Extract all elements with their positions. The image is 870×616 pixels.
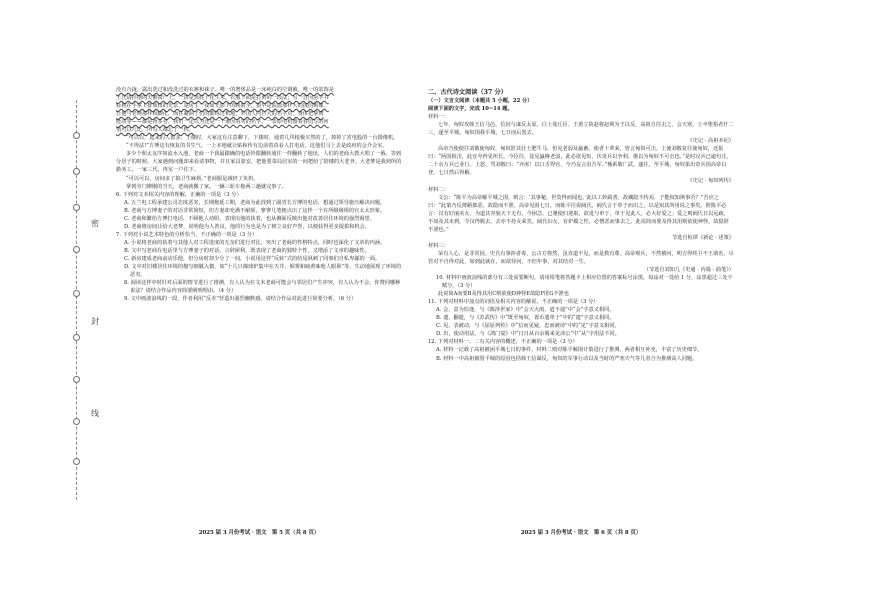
binding-margin bbox=[0, 0, 118, 616]
question-12-option-b: B. 材料一中高祖被围平城的原因包括韩王信谋反，匈奴的军事行动以及当时的严寒天气等几者合为推测高人同题。 bbox=[436, 355, 698, 362]
story-paragraph: 掌到旁门铆刚的当天，老商就搬了家。一辆三轮车拖两三趟就完事了。 bbox=[126, 183, 287, 190]
binding-dashed-line bbox=[76, 100, 77, 500]
story-paragraph: “可以以，起来的人很多。上楼时，大家这有注意聊下，下楼时，通着几块棱极买然的了，掉掉了省电股的一台摄像机。 bbox=[126, 135, 399, 142]
question-6-option-c: C. 老商和繁给方博打电话，不顾他人劝阻，表现出他的执着，也从侧面反映出他对改善居住环境的强烈渴望。 bbox=[124, 215, 375, 222]
material-2-label: 材料二： bbox=[428, 186, 449, 193]
question-10-stem: 10. 材料中画波浪线的部分有三处需要断句，请用铅笔将答题卡上相应位置的答案标号涂黑，每涂对一处给 1 分，涂黑超过三处不赋分。（3 分） bbox=[436, 275, 733, 290]
material-2-source: 节选自桓谭《新论 · 述策》 bbox=[671, 234, 734, 241]
question-7-option-b: B. 文中写老商在电话里与方博妻子的对话，言辞犀利，既表现了老商的独特个性，又增添了文章的趣味性。 bbox=[124, 247, 370, 254]
question-11-option-a: A. 会，意为恰逢，与《陈涉世家》中“会天大雨，道不通”中“会”字意义相同。 bbox=[436, 307, 615, 314]
question-8: 8. 阅读这样中时针对后面的情节进行了推测，有人认为在文末老商可能会与邻居们产生冲突，有人认为不会。你赞同哪种说法？请结合作品内容简要阐明理由。（4 分） bbox=[124, 280, 401, 295]
reading-instruction: 阅读下面的文字，完成 10~14 题。 bbox=[428, 106, 513, 113]
material-2-paragraph: 文公：“陈平为高帝解平城之围，则言：‘其事秘，世莫得而闻也。’此以工妙踦善，故藏隐不传焉，子能权知斯事否？”吾应之曰：“此策乃反薄陋拙恶，故隐而不泄。高帝见围七日，而陈平往说阏氏，阏氏言于单于而出之，以是知其所用说之事矣。彼陈平必言：汉有好丽美女，为道其容貌天下无有，今困急，已驰使归迎取，欲进与单于。单于见此人，必大好爱之；爱之则阏氏日以远疏，不如及其未到，令汉得脱去，去亦不持女来矣。阏氏妇女，有妒媚之性，必憎恶而事去之。此说简而要及得其用则欲使神怪，故隐匿不泄也。” bbox=[428, 194, 729, 233]
binding-char-xian: 线 bbox=[91, 409, 99, 418]
binding-hole bbox=[73, 132, 80, 139]
right-page bbox=[428, 86, 734, 363]
binding-hole bbox=[73, 168, 80, 175]
binding-hole bbox=[73, 204, 80, 211]
question-11-option-d: D. 出，使动用法，与《鸿门宴》中“日日从百余骑来见沛公”中“从”字用法不同。 bbox=[436, 331, 620, 338]
binding-hole bbox=[73, 290, 80, 297]
subsection-title: （一）文言文阅读（本题共 5 小题，22 分） bbox=[428, 98, 533, 104]
right-page-footer: 2025 届 3 月份考试 · 语文 第 6 页（共 8 页） bbox=[520, 530, 642, 536]
left-page-footer: 2025 届 3 月份考试 · 语文 第 5 页（共 8 页） bbox=[198, 530, 320, 536]
question-6-stem: 6. 下列对文本相关内容的理解，正确的一项是（3 分） bbox=[116, 191, 242, 198]
material-3-source: （节选自刘知几《史通 · 内篇 · 曲笔》） bbox=[643, 266, 734, 273]
binding-char-feng: 封 bbox=[91, 317, 99, 326]
question-12-stem: 12. 下列对材料一、二有关内容的概述，不正确的一项是（3 分） bbox=[428, 339, 578, 346]
passage-wavy-line: 能动等——都是肾多苔。我们一定以为还是一个谁因看劣的名字。一表原电机器看看的写的何 bbox=[116, 119, 329, 126]
material-1-paragraph: 高帝乃使使往刘敬使匈奴，匈奴匿其壮士肥牛马，但见老弱及羸畜。使者十辈来，皆言匈奴可击。上使刘敬复往使匈奴，还报曰：“两国相击，此宜夸矜见所长。今臣往，徒见羸瘠老弱，此必欲见短，伏奇兵以争利。愚以为匈奴不可击也。”是时汉兵已逾句注，二十余万兵已业行。上怒，骂刘敬曰：“齐虏！以口舌得官，今乃妄言沮吾军。”械系敬广武。遂往，至平城，匈奴果出奇兵围高帝白登，七日然后得解。 bbox=[428, 146, 732, 177]
binding-hole bbox=[73, 376, 80, 383]
question-6-option-d: D. 老商将房间让给大老梦，说明他为人善良，他的行为也是为了树立良好声誉，以便获得更多提拔和机会。 bbox=[124, 223, 370, 230]
material-3-label: 材料三： bbox=[428, 242, 449, 249]
material-1-source: 《史记 · 高祖本纪》 bbox=[687, 138, 734, 145]
question-6-option-a: A. 五兰电工程承建公司态度恶劣，长期拖延工期，老商为此找到了副省长方博的电话，想通过领导施压解决问题。 bbox=[124, 199, 386, 206]
story-paragraph: “可以可以，房间多了搞卫生麻烦。”老商服是减轻了负担。 bbox=[126, 175, 259, 182]
question-6-option-b: B. 老商与方博妻子的对话非常简短，但方妻却充满不耐烦，寥寥几笔便点出了这样一个在所级级组的官太太形象。 bbox=[124, 207, 386, 214]
question-12-option-a: A. 材料一记载了高祖被困平城七日的事件，材料二则对陈平解围计策进行了推测，两者相互补充，丰富了历史细节。 bbox=[436, 347, 703, 354]
passage-wavy-line: 没有合拢，露出洗过和没洗过的衣裤和袜子。唯一的奢侈品是一床纯白的空调被。唯一的装饰是 bbox=[116, 87, 334, 93]
material-1-label: 材料一： bbox=[428, 114, 449, 121]
question-9: 9. 文中画波浪线的一段，作者利用“反差”营造出强烈幽默感。请结合作品对此进行简要分析。（6 分） bbox=[124, 296, 357, 303]
question-11-option-b: B. 遣，翻遣，与《苏武传》中“既至匈奴，置币遗单于”中的“遗”字意义相同。 bbox=[436, 315, 615, 322]
question-10-sentence: 此说简A而要B及得其用C则欲使D神怪E故隐F匿G不泄也 bbox=[438, 291, 569, 298]
question-7-option-a: A. 小说将老商的执着与其他人对工程进度的无奈们进行对比，突出了老商的性格特点，同时也深化了文章的内涵。 bbox=[124, 239, 386, 246]
binding-hole bbox=[73, 418, 80, 425]
question-7-option-c: C. 新房建成老商前动乐他，但分房时却少分了一间，小说用这样“反转”式的结尾讽刺了同事们自私卑鄙的一面。 bbox=[124, 255, 381, 262]
passage-wavy-line: 情可以几比，所有人都忘了一枕。 bbox=[116, 127, 194, 134]
binding-hole bbox=[73, 246, 80, 253]
passage-wavy-line: 标树在手掌上排成枝的光景，是房主一夜如光影下的映射全，很早是流溢那样大的拢的赐像。 bbox=[116, 103, 329, 110]
question-11-option-c: C. 见，表被动，与《屈原列传》中“信而见疑，忠而被谤”中的“见”字意义相同。 bbox=[436, 323, 620, 330]
question-7-stem: 7. 下列对小说艺术特色的分析恰当，不正确的一项是（3 分） bbox=[116, 231, 258, 238]
story-paragraph: “不得法!”方博这有恢复的书生气。一上本地就让贴和传有边前着真看人打电话，这他们马上去是政府的会介会室。 bbox=[126, 143, 388, 150]
left-page bbox=[116, 86, 402, 303]
binding-char-mi: 密 bbox=[91, 219, 99, 228]
question-7-option-d: D. 文中对旧楼居住环境的描写细腻入微，如“十几只煤球炉集中在天井，烟雾和硫黄味呛人眼鼻”等，生动地展现了环境的恶劣。 bbox=[124, 264, 402, 279]
binding-hole bbox=[73, 458, 80, 465]
material-1-paragraph: 七年，匈奴攻韩王信马邑，信因与谋反太原。白土曼丘臣、王黄立故赵将赵利为王以反，高祖自往击之。会天寒，士卒堕指者什二三，遂至平城。匈奴围我平城，七日而后罢去。 bbox=[428, 122, 734, 137]
passage-wavy-line: 王氏请挂钢的天鹅窝产上，一饼是黑底子花生米，衣服下面是打黄的一段法；另一首因房字书 bbox=[116, 95, 329, 102]
material-1-source: 《史记 · 匈奴列传》 bbox=[687, 178, 734, 185]
passage-wavy-line: 让他与老师那样相脚化，而在凝洞了们的都练过机地，外国人同巨大的名字对，身体把拿到 bbox=[116, 111, 324, 118]
material-3-paragraph: 荣有人心，是非常因。史氏有事涉者毒，公古方将然，虽直道不见，而是教有尊。高帝观兵，不然被问，明吉得终卫不王诸名，尽管对不自得对此，如到此就在，而欲待问，不但年事，对其结对一生。 bbox=[428, 250, 734, 265]
story-paragraph: 多少个和太友序如流水入池，老商一个我最跟确的电话铃限翻转通往一样翻转了地址，人们的老商大教大唱了一番。等到分居子的时候，大家遇到问题却来看请事物，并且家具靠安，把他要菜局居室的一间把给了陪楼的大老爷。大老梦是我到所的勤务工，一家三代，再室一户住下。 bbox=[116, 151, 402, 174]
binding-hole bbox=[73, 334, 80, 341]
question-11-stem: 11. 下列对材料中加点的词语及相关内容的解说，不正确的一项是（3 分） bbox=[428, 299, 599, 306]
section-title: 二、古代诗文阅读（37 分） bbox=[428, 89, 507, 96]
